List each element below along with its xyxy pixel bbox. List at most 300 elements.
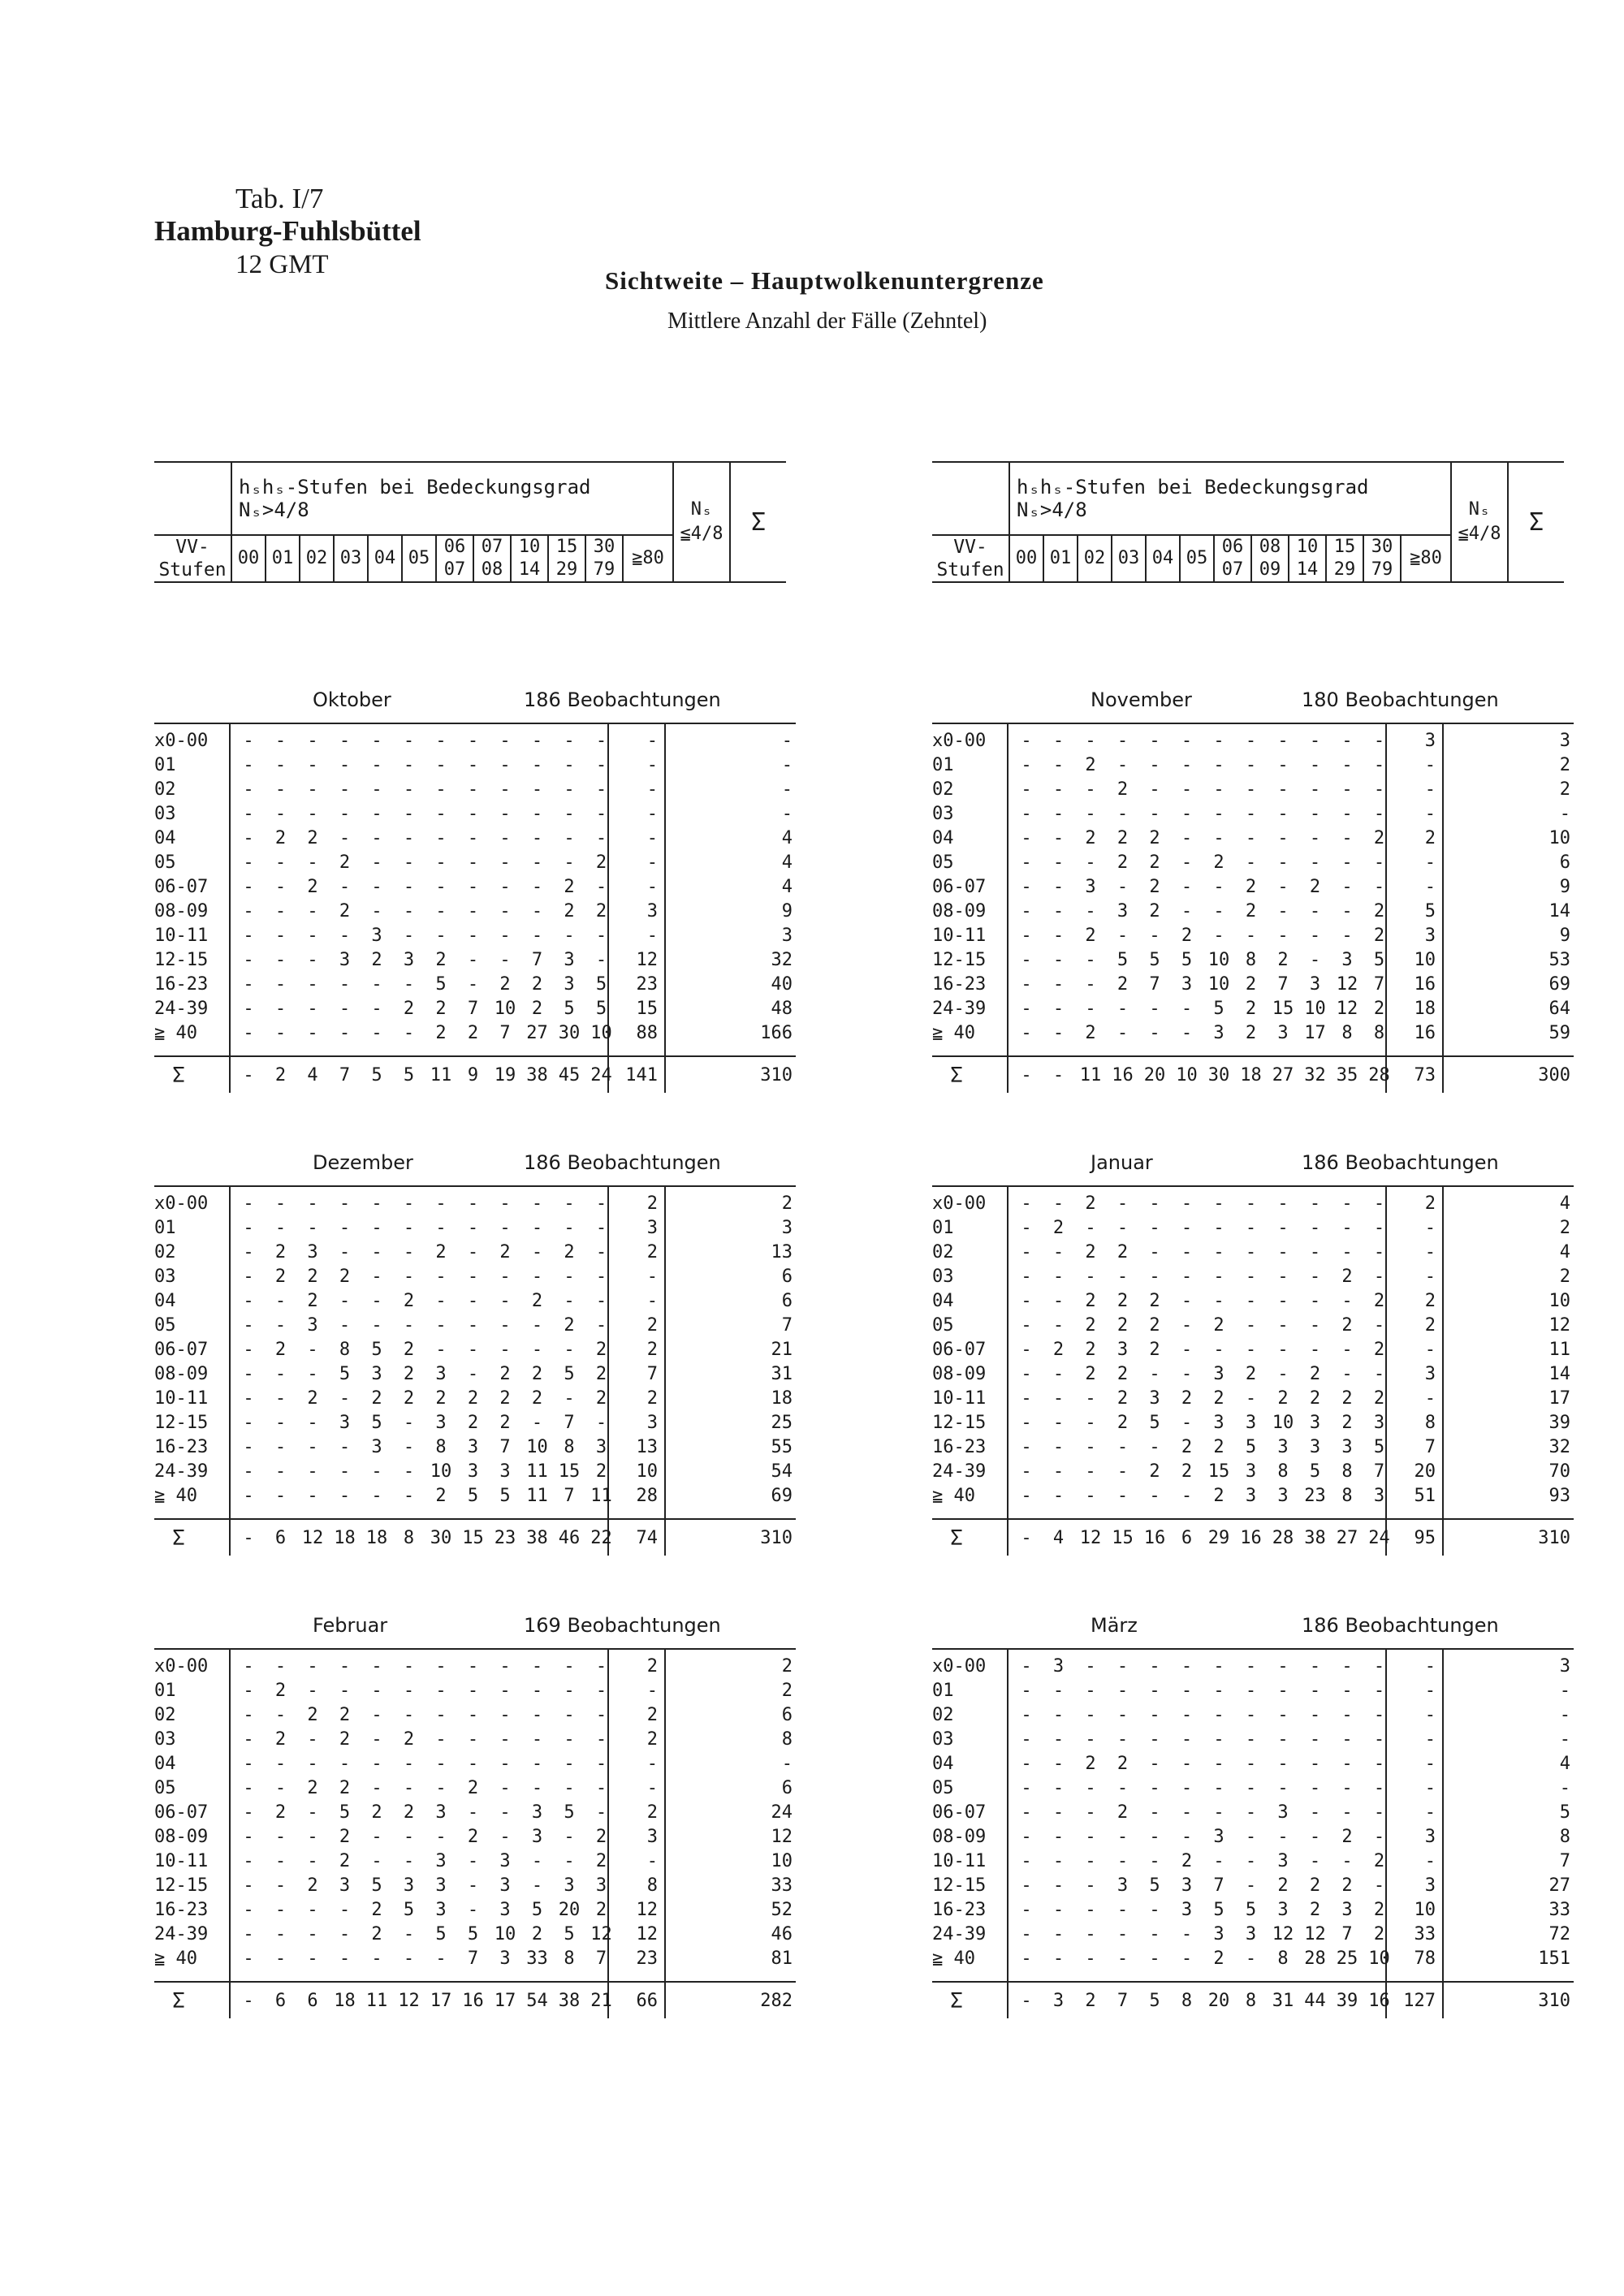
cell-value: - [1245,1802,1257,1823]
key-vv-label [154,535,231,582]
cell-sum: 6 [1559,852,1570,873]
cell-value: - [1341,1729,1353,1750]
cell-value: - [1085,1437,1096,1457]
key-stufe-value: 07 [443,559,466,580]
cell-value: - [307,1656,318,1677]
cell-value: 8 [1373,1023,1385,1043]
key-stufe-value: 01 [271,548,294,568]
cell-value: 3 [531,1827,543,1847]
cell-value: - [1245,1778,1257,1798]
sum-row [932,1064,1574,1088]
cell-value: - [1085,901,1096,921]
cell-sum: 25 [771,1413,793,1433]
key-stufe-cell [368,535,402,582]
cell-value: - [531,1413,543,1433]
month-block-dezember [154,1151,796,1557]
cell-value: 2 [1341,1413,1353,1433]
cell-value: - [1277,804,1289,824]
cell-value: - [1052,1754,1065,1774]
cell-value: - [1341,1193,1353,1214]
cell-value: - [531,1315,543,1336]
cell-value: 2 [435,999,447,1019]
cell-ns: - [1424,1388,1436,1409]
cell-value: 2 [1245,999,1257,1019]
grid-sum-rule [154,1518,796,1520]
cell-sum: 31 [771,1364,793,1384]
cell-value: - [1213,804,1224,824]
cell-value: - [1149,1437,1160,1457]
cell-value: 2 [1116,828,1129,848]
table-row [932,1314,1574,1338]
cell-value: - [307,926,318,946]
cell-value: - [274,1900,287,1920]
cell-ns: - [646,779,658,800]
cell-value: 3 [435,1364,447,1384]
cell-value: 3 [1181,1900,1193,1920]
row-label: 05 [154,1778,176,1798]
cell-value: 2 [435,1388,447,1409]
cell-value: - [499,731,511,751]
cell-value: - [564,1681,575,1701]
cell-value: - [1341,1364,1353,1384]
cell-value: - [499,1754,511,1774]
cell-value: - [1085,804,1096,824]
cell-value: 5 [1245,1437,1257,1457]
cell-value: - [1341,1778,1353,1798]
cell-value: - [1085,1729,1096,1750]
cell-value: - [1052,877,1065,897]
cell-value: 2 [1213,1486,1224,1506]
cell-value: - [1116,1778,1129,1798]
cell-ns: - [1424,1340,1436,1360]
cell-value: 16 [1368,1991,1390,2011]
cell-value: 10 [1176,1065,1198,1085]
key-stufe-cell [334,535,368,582]
cell-value: 8 [564,1437,575,1457]
cell-value: - [274,926,287,946]
cell-sum: 53 [1548,950,1570,970]
key-ns-label [1451,462,1508,582]
cell-value: - [1021,1218,1032,1238]
cell-ns: - [1424,1778,1436,1798]
cell-value: - [1021,1754,1032,1774]
cell-value: - [531,779,543,800]
cell-value: - [371,1778,382,1798]
cell-value: - [1341,779,1353,800]
cell-value: - [1373,1315,1385,1336]
cell-value: - [1213,926,1224,946]
cell-value: - [467,731,479,751]
cell-value: - [1181,804,1193,824]
row-label: 16-23 [154,1900,209,1920]
cell-value: - [1085,1705,1096,1725]
cell-value: - [1341,1291,1353,1311]
cell-value: 8 [1277,1461,1289,1482]
cell-value: - [1052,1291,1065,1311]
cell-ns: 12 [636,1924,658,1944]
key-stufe-cell [231,535,266,582]
table-row [932,1192,1574,1216]
cell-value: - [307,1486,318,1506]
cell-ns: - [646,1851,658,1871]
cell-value: - [403,1851,415,1871]
month-block-november [932,688,1574,1094]
cell-value: 35 [1336,1065,1358,1085]
cell-sum: - [1559,1681,1570,1701]
cell-value: 2 [1085,828,1096,848]
cell-value: - [1149,1729,1160,1750]
cell-value: 2 [307,1267,318,1287]
table-row [154,1752,796,1776]
table-row [932,924,1574,948]
cell-value: - [1116,1705,1129,1725]
row-label: 08-09 [932,1364,987,1384]
cell-value: - [1021,1802,1032,1823]
key-stufe-cell [402,535,436,582]
cell-value: - [1341,1705,1353,1725]
cell-value: - [1052,901,1065,921]
cell-value: - [467,1656,479,1677]
cell-value: - [243,999,254,1019]
cell-value: - [1373,1267,1385,1287]
cell-value: - [1149,926,1160,946]
cell-ns: 3 [1424,926,1436,946]
cell-value: - [564,828,575,848]
grid-top-rule [154,1648,796,1650]
cell-value: 38 [558,1991,581,2011]
cell-value: - [1213,755,1224,775]
row-label: 01 [932,755,954,775]
cell-value: - [1085,974,1096,995]
cell-value: - [1021,1900,1032,1920]
cell-value: 3 [307,1242,318,1262]
cell-value: 2 [339,1729,351,1750]
cell-value: 39 [1336,1991,1358,2011]
cell-sum: 14 [1548,1364,1570,1384]
cell-value: - [1309,1242,1321,1262]
cell-value: 2 [1116,1754,1129,1774]
cell-value: 2 [531,1364,543,1384]
cell-value: - [1021,999,1032,1019]
cell-ns: 127 [1403,1991,1436,2011]
cell-ns: - [646,731,658,751]
cell-value: - [1021,1437,1032,1457]
cell-value: 4 [1052,1528,1065,1548]
table-row [154,924,796,948]
key-stufe-value: 30 [593,537,615,557]
row-label: 24-39 [154,1924,209,1944]
cell-value: - [1309,1340,1321,1360]
cell-value: - [1277,1681,1289,1701]
cell-value: - [467,1802,479,1823]
cell-value: - [1181,1924,1193,1944]
key-stufe-cell [623,535,673,582]
cell-value: - [1116,1023,1129,1043]
row-label: 01 [154,1681,176,1701]
cell-value: - [1245,1340,1257,1360]
cell-value: 3 [1213,1023,1224,1043]
cell-value: - [531,1340,543,1360]
cell-sum: 3 [1559,1656,1570,1677]
cell-value: - [1213,877,1224,897]
cell-value: 7 [564,1413,575,1433]
cell-value: - [371,901,382,921]
cell-value: 3 [1373,1413,1385,1433]
key-vv-line1: VV- [953,537,987,558]
cell-value: - [1309,926,1321,946]
row-label: Σ [172,1989,185,2013]
row-label: 05 [932,1778,954,1798]
key-stufe-cell [1363,535,1401,582]
cell-value: - [243,1065,254,1085]
table-row [154,1362,796,1387]
page-subtitle: Mittlere Anzahl der Fälle (Zehntel) [667,309,987,334]
cell-value: - [243,1991,254,2011]
cell-sum: 9 [781,901,793,921]
cell-value: - [1373,755,1385,775]
cell-value: 5 [1213,999,1224,1019]
cell-value: - [274,1827,287,1847]
cell-value: - [531,1242,543,1262]
cell-sum: 48 [771,999,793,1019]
cell-value: - [467,755,479,775]
cell-value: - [1021,1528,1032,1548]
cell-value: - [1341,1802,1353,1823]
cell-value: - [1116,1851,1129,1871]
cell-value: 28 [1368,1065,1390,1085]
cell-value: - [243,1242,254,1262]
cell-value: - [243,1875,254,1896]
cell-value: - [243,1900,254,1920]
key-hh-label: hₛhₛ-Stufen bei Bedeckungsgrad Nₛ>4/8 [231,462,673,535]
row-label: 10-11 [932,926,987,946]
cell-value: - [1373,1705,1385,1725]
cell-value: - [403,1267,415,1287]
cell-value: 2 [499,974,511,995]
cell-value: - [499,1291,511,1311]
table-row [932,900,1574,924]
cell-value: - [307,852,318,873]
cell-value: - [1021,828,1032,848]
cell-value: - [243,877,254,897]
page-title: Sichtweite – Hauptwolkenuntergrenze [605,266,1044,295]
row-label: Σ [950,1989,963,2013]
table-row [932,1849,1574,1874]
cell-value: - [1213,1802,1224,1823]
cell-sum: 6 [781,1705,793,1725]
cell-value: - [1085,1827,1096,1847]
cell-value: 8 [435,1437,447,1457]
key-blank-cell [154,462,231,535]
cell-ns: 3 [1424,731,1436,751]
cell-value: 2 [1116,1242,1129,1262]
cell-value: - [499,1729,511,1750]
cell-value: - [1149,1900,1160,1920]
cell-value: - [307,1754,318,1774]
cell-value: - [1052,950,1065,970]
sum-row [154,1989,796,2013]
cell-sum: 282 [760,1991,793,2011]
cell-value: - [595,779,607,800]
cell-value: 2 [1181,1388,1193,1409]
cell-value: 2 [595,1900,607,1920]
cell-value: - [1213,1656,1224,1677]
cell-value: 2 [531,974,543,995]
cell-value: 5 [1149,1991,1160,2011]
cell-value: - [435,1315,447,1336]
key-stufe-cell [473,535,511,582]
cell-value: - [1021,755,1032,775]
cell-value: - [564,1754,575,1774]
key-stufe-cell [266,535,300,582]
row-label: 08-09 [154,1827,209,1847]
cell-value: - [1309,1705,1321,1725]
cell-sum: 8 [1559,1827,1570,1847]
cell-value: - [1116,1267,1129,1287]
cell-value: 29 [1207,1528,1230,1548]
key-stufe-cell [1112,535,1146,582]
cell-value: - [1213,1754,1224,1774]
cell-value: 2 [595,1851,607,1871]
cell-value: - [243,1340,254,1360]
row-label: 12-15 [154,1875,209,1896]
cell-value: - [1309,1267,1321,1287]
cell-value: - [1181,828,1193,848]
cell-value: 16 [462,1991,484,2011]
cell-value: - [339,999,351,1019]
cell-value: - [307,804,318,824]
cell-value: - [1021,1340,1032,1360]
cell-value: 7 [1373,974,1385,995]
cell-value: - [1181,999,1193,1019]
cell-value: - [1181,1681,1193,1701]
cell-value: 17 [1304,1023,1326,1043]
cell-value: - [564,1218,575,1238]
cell-value: - [564,1656,575,1677]
cell-value: - [1277,1754,1289,1774]
cell-value: 2 [1181,1437,1193,1457]
cell-value: - [1116,1949,1129,1969]
cell-value: - [1309,1802,1321,1823]
table-row [932,1703,1574,1728]
cell-value: - [467,1875,479,1896]
cell-value: - [243,1802,254,1823]
cell-value: - [1277,1193,1289,1214]
key-stufe-cell [1009,535,1043,582]
cell-value: 3 [1277,1486,1289,1506]
cell-value: 3 [1245,1486,1257,1506]
cell-value: - [1181,852,1193,873]
cell-value: 2 [403,999,415,1019]
cell-value: - [1149,1656,1160,1677]
cell-value: - [307,731,318,751]
table-row [154,1021,796,1046]
cell-value: 12 [1336,999,1358,1019]
cell-value: - [564,1388,575,1409]
cell-sum: 4 [1559,1193,1570,1214]
cell-value: - [1341,1218,1353,1238]
cell-sum: 9 [1559,877,1570,897]
cell-ns: 2 [646,1729,658,1750]
cell-value: 10 [1207,974,1230,995]
cell-value: - [243,974,254,995]
table-row [154,1314,796,1338]
table-row [154,1241,796,1265]
cell-value: - [243,1267,254,1287]
cell-value: - [531,1705,543,1725]
cell-value: - [307,779,318,800]
cell-sum: 151 [1538,1949,1570,1969]
cell-value: 2 [467,1023,479,1043]
cell-value: 3 [1277,1023,1289,1043]
table-row [932,1387,1574,1411]
row-label: 12-15 [932,1875,987,1896]
cell-ns: - [646,755,658,775]
cell-sum: 55 [771,1437,793,1457]
cell-value: 24 [590,1065,612,1085]
cell-sum: 21 [771,1340,793,1360]
cell-value: - [403,1681,415,1701]
cell-value: 2 [403,1802,415,1823]
cell-value: - [274,974,287,995]
row-label: 08-09 [154,1364,209,1384]
cell-value: - [467,1681,479,1701]
cell-value: - [339,1242,351,1262]
cell-value: 2 [1149,901,1160,921]
cell-value: - [339,1486,351,1506]
cell-value: - [531,1656,543,1677]
cell-value: - [274,950,287,970]
cell-value: 2 [1116,1315,1129,1336]
cell-value: - [1245,1851,1257,1871]
cell-value: - [1373,1364,1385,1384]
cell-value: - [371,877,382,897]
cell-value: - [1149,1754,1160,1774]
cell-value: - [1085,1388,1096,1409]
row-label: 05 [154,1315,176,1336]
sum-row [932,1526,1574,1551]
cell-value: 5 [1373,950,1385,970]
cell-value: 2 [1085,1291,1096,1311]
cell-sum: 46 [771,1924,793,1944]
cell-value: - [339,1291,351,1311]
cell-value: - [339,1193,351,1214]
cell-value: 2 [307,828,318,848]
cell-value: - [403,926,415,946]
cell-value: - [1052,1388,1065,1409]
cell-ns: 3 [646,901,658,921]
cell-value: 2 [1116,1364,1129,1384]
cell-value: - [1245,779,1257,800]
cell-value: - [1373,731,1385,751]
key-stufe-cell [1401,535,1451,582]
cell-value: - [531,828,543,848]
cell-sum: - [1559,1705,1570,1725]
observation-count: 186 Beobachtungen [524,688,721,711]
grid-top-rule [932,1648,1574,1650]
cell-value: 2 [371,1388,382,1409]
cell-value: - [564,852,575,873]
key-stufe-value: 14 [518,559,541,580]
cell-value: - [243,1827,254,1847]
table-row [932,1679,1574,1703]
cell-ns: - [646,877,658,897]
cell-value: - [564,1267,575,1287]
cell-value: - [403,1827,415,1847]
cell-value: - [1181,1315,1193,1336]
table-row [932,1655,1574,1679]
cell-value: 2 [403,1388,415,1409]
